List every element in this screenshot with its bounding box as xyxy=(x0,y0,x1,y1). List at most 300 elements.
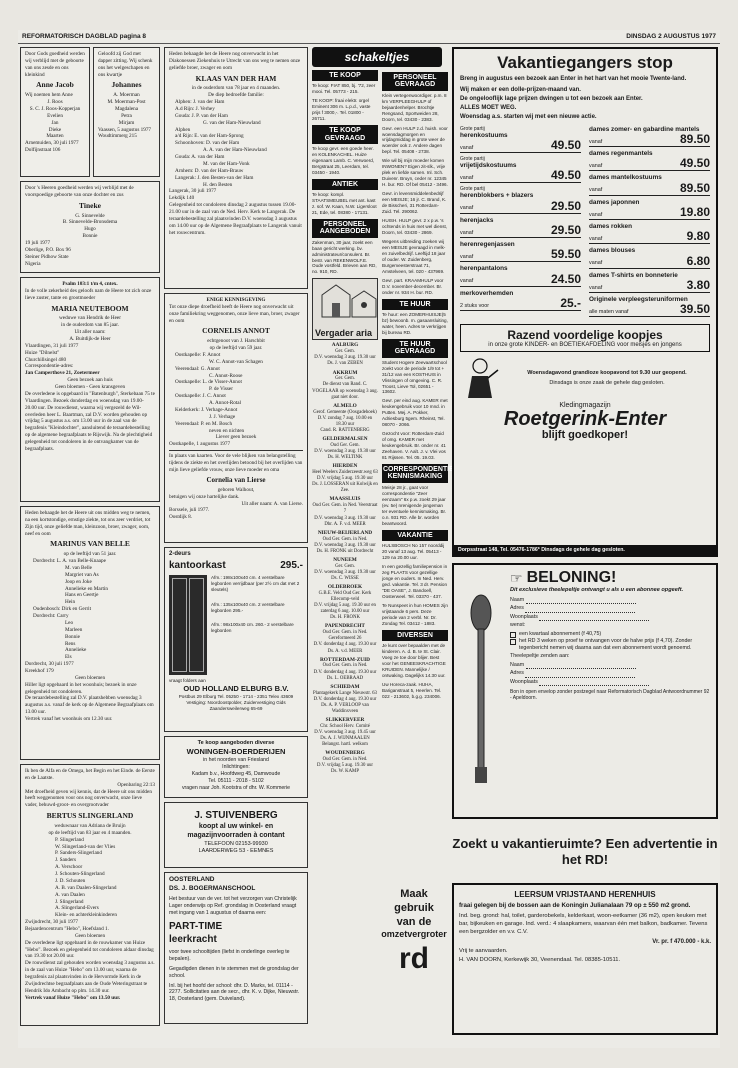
price-vanaf: vanaf xyxy=(589,187,603,194)
checkbox-trial[interactable] xyxy=(510,639,516,645)
classified-ad: Te koop: FIAT 850, bj. '72, zeer mooi. Tel. 05773 - 215. xyxy=(312,83,376,95)
church-t: WOUDENBERG xyxy=(325,750,365,757)
section-personeel-aangeboden: PERSONEEL AANGEBODEN xyxy=(312,219,378,238)
leersum-agent: H. VAN DOORN, Kerkewijk 30, Veenendaal. Tel. 08385-10511. xyxy=(459,957,621,964)
klaas-line: H. den Besten xyxy=(203,181,233,188)
price-value: 19.80 xyxy=(679,204,710,219)
section-diversen: DIVERSEN xyxy=(382,630,448,641)
klaas-age: in de ouderdom van 78 jaar en 4 maanden. xyxy=(191,85,281,92)
price-prefix: Grote partij xyxy=(460,186,485,193)
stuiver-tel: TELEFOON 02153-99930 xyxy=(204,840,268,847)
klaas-line: Schoonhoven: D. van der Ham xyxy=(175,140,240,147)
marinus-name: MARINUS VAN BELLE xyxy=(50,539,130,549)
marinus-line: Hans en Geertje xyxy=(65,592,99,599)
price-item-name: herenkostuums xyxy=(460,131,508,139)
klaas-place: Langerak, 30 juli 1977 xyxy=(169,188,217,195)
death-marinus-van-belle xyxy=(20,506,160,760)
maria-psalm: Psalm 103:1 t/m 4, cntex. xyxy=(62,281,118,287)
church-s: Oud Ger. Gem. xyxy=(330,442,360,448)
maria-house: Huize "Dilnelst" xyxy=(25,349,60,356)
tineke-street: Nigeria xyxy=(25,260,41,267)
price-item xyxy=(460,241,581,262)
klaas-line: Alphen xyxy=(175,126,191,133)
marinus-line: Els xyxy=(65,654,72,661)
classified-ad: HUISH. HULP gevr. 2 x p.w. 's ochtends in huis met wel dienst, Doorn, tel. 03430 - 2869. xyxy=(382,218,448,236)
leersum-sub: fraai gelegen bij de bossen aan de Koningin Julianalaan 79 op ± 550 m2 grond. xyxy=(459,902,691,909)
johannes-list-item: Magdalena xyxy=(114,106,139,113)
field-label: Adres xyxy=(510,670,524,677)
anne-sub: Wij noemen hem Anne xyxy=(25,92,73,99)
price-rule xyxy=(460,261,581,262)
marinus-list xyxy=(25,558,155,661)
klaas-street: Lekdijk 140 xyxy=(169,195,195,202)
klaas-line: Gouda: A. van der Ham xyxy=(175,154,225,161)
price-item xyxy=(589,126,710,147)
church-d: D.V. vrijdag 5 aug. 19.30 uur xyxy=(316,476,373,482)
cornelis-line: P. de Visser xyxy=(209,386,233,393)
wonen-sub: in het noorden van Friesland xyxy=(203,757,269,764)
cornelis-nob: Liever geen bezoek xyxy=(215,434,257,441)
maria-nobloemen: Geen bloemen - Geen kransgeven xyxy=(54,384,126,391)
birth-anne-jacob xyxy=(20,47,90,177)
church-service-entry xyxy=(312,370,378,401)
cornelis-place2: Borssele, juli 1977. xyxy=(169,507,210,514)
marinus-street: Kreekhof 179 xyxy=(25,667,54,674)
church-s: Chr. School Herv. Comité xyxy=(320,723,370,729)
church-s: Oud Ger. Gem. in Ned. Gereformeerd 26 xyxy=(322,630,368,642)
price-rule xyxy=(589,268,710,269)
marinus-line: Annelieke en Martin xyxy=(65,585,108,592)
price-prefix: Grote partij xyxy=(460,155,485,162)
stuiver-addr: LAARDERWEG 53 - EEMNES xyxy=(198,847,274,854)
bertus-body: Vertrek vanaf Huize "Hebo" om 13.50 uur. xyxy=(25,994,121,1001)
johannes-list-item: M. Moerman-Post xyxy=(107,99,146,106)
wonen-contact: Kadam b.v., Hoofdweg 45, Damwoude xyxy=(191,770,281,777)
klaas-line: a/d Rijn: E. van der Ham-Sprong xyxy=(175,133,244,140)
klaas-line: Alphen: J. van der Ham xyxy=(175,99,225,106)
column-5 xyxy=(452,47,718,1045)
price-value: 25.- xyxy=(560,296,581,311)
stuiver-sub: koopt al uw winkel- en xyxy=(198,823,274,831)
cornelis-name: CORNELIS ANNOT xyxy=(202,326,270,336)
birth-tineke xyxy=(20,181,160,273)
church-service-entry xyxy=(312,530,378,555)
promo-line: Maak gebruik xyxy=(394,888,434,914)
beloning-wenst: wenst: xyxy=(510,622,526,629)
price-value: 89.50 xyxy=(679,131,710,146)
church-t: OLDEBROEK xyxy=(327,584,363,591)
roetgerink-l2: De ongelooflijk lage prijzen dwingen u tot een bezoek aan Enter. xyxy=(460,95,643,102)
price-value: 49.50 xyxy=(679,156,710,171)
church-s: Oud Ger. Gem. in Ned. xyxy=(322,663,368,669)
price-rule xyxy=(589,170,710,171)
price-vanaf: vanaf xyxy=(460,278,474,285)
anne-addr: Arnemuiden, 30 juli 1977 xyxy=(25,140,79,147)
marinus-line: Dordrecht: Carry xyxy=(33,613,69,620)
bertus-line: J. Slingerland xyxy=(55,898,84,905)
promo-line: van de xyxy=(396,915,432,928)
church-x: Belangst. hartl. welkom xyxy=(322,742,368,748)
bertus-list xyxy=(25,837,155,919)
stuiver-sub: magazijnvoorraden à contant xyxy=(187,832,285,840)
kantoor-kleur: vraagt folders aan xyxy=(169,678,206,684)
roetgerink-footer xyxy=(460,356,710,400)
spoon-address-field[interactable] xyxy=(525,672,635,678)
church-t: SLIKKERVEER xyxy=(325,717,365,724)
price-vanaf: vanaf xyxy=(460,205,474,212)
price-vanaf: vanaf xyxy=(460,229,474,236)
bertus-line: W. Slingerland-van der Vlies xyxy=(55,843,116,850)
church-p: Ds. L. OEBRAAD xyxy=(326,675,364,681)
price-vanaf: vanaf xyxy=(589,163,603,170)
bertus-line: J. Sanders xyxy=(55,857,77,864)
church-d: D.V. woensdag 3 aug. 19.30 uur xyxy=(314,569,376,575)
marinus-body: De teraardebestelling zal D.V. plaatshebben woensdag 3 augustus a.s. vanaf de kerk op de Algemene Begraafplaats om 13.00 uur. xyxy=(25,695,154,716)
classified-ad: Te Nunspeet in hun HOMES zijn vrijstaande 6 pers. Deze periode van 2 verbl. Nr. Dr. Zondag Tel. 03412 - 1883. xyxy=(382,602,448,626)
church-p: Cand. R. RATTENBERG xyxy=(320,427,370,433)
field-label: Naam xyxy=(510,661,525,668)
church-p: Ds. A. P. VERLOOP van Waddinxveen xyxy=(321,702,369,714)
classified-ad: Te huur: een ZOMERHUISJE(5 bz) bewoonb. m. gasaansluiting, water, heen. Adres te verkrijgen bij bureau RD. xyxy=(382,312,448,335)
hand-point-icon: ☞ xyxy=(510,569,523,586)
kantoor-firm: OUD HOLLAND ELBURG B.V. xyxy=(183,684,289,694)
bertus-name: BERTUS SLINGERLAND xyxy=(46,811,134,821)
johannes-list-item: Petra xyxy=(121,112,132,119)
cornelis-line: Oostkapelle: J. C. Annot xyxy=(175,393,226,400)
church-service-entry xyxy=(312,584,378,621)
church-d: D.V. donderdag 4 aug. 19.30 uur xyxy=(313,696,377,702)
roetgerink-addr: Dorpsstraat 148, Tel. 05476-1786* Dinsdags de gehele dag gesloten. xyxy=(454,545,716,555)
maria-nobesoek: Geen bezoek aan huis xyxy=(67,377,113,384)
church-t: SCHIEDAM xyxy=(330,683,360,690)
price-item-name: dames zomer- en gabardine mantels xyxy=(589,125,700,133)
church-p: Ds. A. J. WIJNMAALEN xyxy=(320,736,370,742)
church-s: Gerof. Gemeente (Oosgadehoek) xyxy=(313,409,377,415)
cornelis-list xyxy=(169,352,303,434)
tineke-list-item: Bonnie xyxy=(82,233,98,240)
schakeltjes-banner: schakeltjes xyxy=(312,47,442,67)
klaas-line: Langerak: J. den Besten-van der Ham xyxy=(175,174,254,181)
maria-house2: Churchillsingel 480 xyxy=(25,356,67,363)
klaas-name: KLAAS VAN DER HAM xyxy=(195,73,277,83)
classified-ad: Meisje 28 jr., gaat voor correspondentie "Zeer eenzaam" 6x p.w. zoekt 29 jaar (ev. 5e) nrenigende jongeman ter eventuele kennismaking. Br. o.n. 931 RD. Alle br. worden beantwoord. xyxy=(382,484,447,526)
ad-roetgerink xyxy=(452,47,718,557)
price-item-name: vrijetijdskostuums xyxy=(460,161,517,169)
maria-place: Vlaardingen, 31 juli 1977 xyxy=(25,342,79,349)
church-t: NUNEEM xyxy=(333,556,357,563)
church-p: Ds. H. FRONK xyxy=(330,615,360,621)
cornelis-body2: betuigen wij onze hartelijke dank. xyxy=(169,493,240,500)
column-3 xyxy=(312,47,410,1045)
price-vanaf: vanaf xyxy=(589,211,603,218)
klaas-line: A. A. van der Ham-Nieuwland xyxy=(203,147,267,154)
roetgerink-l3: ALLES MOET WEG. xyxy=(460,104,517,111)
maria-sub: weduwe van Hendrik de Heer xyxy=(59,315,121,322)
roetgerink-lead: Vakantiegangers stop xyxy=(497,53,673,72)
city-field[interactable] xyxy=(539,615,649,621)
classified-ad: In een gezellig familiepension in zeg PLAATS voor gezellige jonge en ouders. In Ned. Herv. ged. vakantie. Tel. 3 dr. Pension "DE OASE", J. Bandoell, Oosterweel. Tel. 03370 - 437. xyxy=(382,563,448,599)
price-item-name: herenpantalons xyxy=(460,265,508,273)
bertus-age: op de leeftijd van 83 jaar en 4 maanden. xyxy=(48,829,132,836)
ad-kantoorkast xyxy=(164,547,308,732)
tineke-addr: 19 juli 1977 xyxy=(25,240,51,247)
leersum-body: Ind. beg. grond: hal, toilet, garderobekels, kelderkast, woon-eetkamer (36 m2), open keuken met bar, bijkeuken en garage. Ind. verd.: 4 slaapkamers, waarvan één met balkon, badkamer. Tevens een bergzolder en v.v. C.V. xyxy=(459,913,708,935)
school-job: PART-TIME xyxy=(169,920,223,932)
price-item-name: dames mantelkostuums xyxy=(589,174,662,182)
price-vanaf: 2 stuks voor xyxy=(460,302,490,309)
church-t: ALMELO xyxy=(333,402,357,409)
price-item-name: herenregenjassen xyxy=(460,240,515,248)
church-t: PAPENDRECHT xyxy=(325,623,365,630)
church-p: Ds. J. van ZEBEN xyxy=(327,361,363,367)
salesman-icon xyxy=(460,356,500,400)
classified-ad: Te koop: kompl. STAATSMEUBEL met ant. kast z. sof. W. Kaan, N.W. Ligersloot 21, Ede, tel. 08380 - 17131. xyxy=(312,192,377,215)
cornelis-thanks: In plaats van kaarten. Voor de vele blijken van belangstelling tijdens de ziekte en het overlijden betoond bij het overlijden van mijn lieve geliefde vrouw, onze lieve moeder en oma xyxy=(169,450,303,474)
kantoor-body xyxy=(169,575,303,675)
roetgerink-intro: Breng in augustus een bezoek aan Enter in het hart van het mooie Twente-land. xyxy=(460,76,687,82)
price-item xyxy=(460,126,581,153)
price-rule xyxy=(589,292,710,293)
price-item xyxy=(589,150,710,171)
johannes-list-item: Mirjam xyxy=(118,119,135,126)
church-service-entry xyxy=(312,750,378,775)
klaas-sub: De diep bedroefde familie: xyxy=(208,92,264,99)
women-prices xyxy=(589,126,710,321)
wonen-contact: Tel. 05111 - 2018 - 5102 xyxy=(208,777,264,784)
kantoor-name: kantoorkast xyxy=(169,559,226,571)
price-rule xyxy=(460,182,581,183)
razend-title: Razend voordelige koopjes xyxy=(507,328,663,343)
price-item-name: Originele verpleegsteruniformen xyxy=(589,296,688,304)
school-body4: Inl. bij het hoofd der school: dhr. D. Marks, tel. 01114 - 2277. Sollicitaties aan de secr., dhr. K. v. Dijke, Nieuwstr. 18, Oosterland (gem. Duiveland). xyxy=(169,982,300,1003)
church-p: Ds. J. LOSSERAN uit Kolwijk en Zee. xyxy=(312,482,378,494)
marinus-place: Dordrecht, 30 juli 1977 xyxy=(25,661,74,668)
church-service-entry xyxy=(312,717,378,748)
bertus-body: De overledene ligt opgebaard in de rouwkamer van Huize "Hebo". Bezoek en gelegenheid tot condoleren aldaar dinsdag van 19.30 tot 20.00 uur. xyxy=(25,939,154,960)
church-d: D.V. donderdag 4 aug. 19.30 uur xyxy=(313,642,377,648)
marinus-line: Oudenbosch: Dirk en Gerrit xyxy=(33,606,92,613)
maria-intro: In de volle zekerheid des geloofs nam de Heere tot zich onze lieve zuster, tante en grootmoeder xyxy=(25,287,152,301)
opt2-label: het RD 3 weken op proef te ontvangen voor de halve prijs (f 4,70). Zonder tegenbericht nemen wij daarna aan dat een abonnement wordt genoemd. xyxy=(519,638,693,652)
beloning-title-row xyxy=(510,569,712,587)
price-rule xyxy=(460,286,581,287)
price-rule xyxy=(589,316,710,317)
anne-name: Anne Jacob xyxy=(36,80,74,90)
church-p: Ds. W. KAMP xyxy=(331,769,359,775)
bertus-line: P. Sanders-Slingerland xyxy=(55,850,102,857)
price-lists xyxy=(460,126,710,321)
maria-corr2: Jan Camperthove 21, Zoetermeer xyxy=(25,370,100,377)
price-item-name: herenjacks xyxy=(460,216,494,224)
school-name: DS. J. BOGERMANSCHOOL xyxy=(169,884,256,892)
price-item-name: herenblokbers + blazers xyxy=(460,192,534,200)
price-item xyxy=(460,290,581,311)
church-d: D.V. woensdag 3 aug. 19.45 uur xyxy=(314,729,376,735)
church-p: Ds. A. v.d. MEER xyxy=(327,648,363,654)
price-item-name: dames T-shirts en bonneterie xyxy=(589,271,678,279)
cornelis-sub2: geboren Walhout, xyxy=(217,486,255,493)
section-te-huur-gevraagd: TE HUUR GEVRAAGD xyxy=(382,339,448,358)
maria-sub2: Uit aller naam: xyxy=(74,329,106,336)
church-service-entry xyxy=(312,436,378,461)
leersum-price: Vr. pr. f 470.000 - k.k. xyxy=(652,939,711,946)
roetgerink-brand: Roetgerink-Enter xyxy=(503,408,667,431)
classified-ad: Gevr. per eind aug. KAMER met keukengebruik voor 10 mnd. in Putten. Mej. A. Pokker, Adriesburg 5gem. Rheinst, Tel. 08070 - 2066. xyxy=(382,398,448,428)
cornelis-line: Veerendaal: P. en M. Bosch xyxy=(175,420,233,427)
johannes-list xyxy=(98,92,155,126)
johannes-name: Johannes xyxy=(111,80,142,90)
death-maria-neuteboom xyxy=(20,277,160,502)
bertus-line: A. B. van Daalen-Slingerland xyxy=(55,884,117,891)
bertus-sub: weduwnaar van Adriana de Bruijn xyxy=(54,823,126,830)
wonen-title: Te koop aangeboden diverse xyxy=(197,740,275,746)
price-item-name: dames japonnen xyxy=(589,198,640,206)
marinus-body: Hiller ligt opgebaard in het woonhuis; bezoek in onze gelegenheid tot condoleren. xyxy=(25,681,137,695)
church-d: D.V. woensdag 3 aug. 19.30 uur xyxy=(314,515,376,521)
price-item xyxy=(589,223,710,244)
teaspoon-icon xyxy=(466,591,496,791)
kantoor-item: Afm.: 198x100x40 cm. 4 verstelbare legborden verrijdbaar (per 2½ cm dat met 2 sleutels) xyxy=(211,575,300,593)
roetgerink-wed2: Dinsdags is onze zaak de gehele dag gesloten. xyxy=(549,380,665,387)
church-service-entry xyxy=(312,684,378,715)
classified-ad: Te koop gevr. een goede heer. en KOLENKACHEL. Huize eigenaars Lamb. C. Verwoerd, Bergstraat 25, Leerdam, tel. 03450 - 1940. xyxy=(312,145,375,175)
marinus-line: Leo xyxy=(65,619,74,626)
anne-list-item: Maarten xyxy=(46,133,64,140)
anne-list-item: Jan xyxy=(51,119,59,126)
razend-box xyxy=(460,324,710,352)
roetgerink-wed: Woensdagavond grandioze koopavond tot 9.30 uur geopend. xyxy=(527,370,687,377)
cornelis-line: Kelderkerk: J. Verhage-Annot xyxy=(175,406,238,413)
price-prefix: Grote partij xyxy=(460,125,485,132)
church-p: Ds. C. WISSE xyxy=(331,575,359,581)
church-d: De dienst van Rand. C. VOGELAAR op woensdag 3 aug. gaat niet door. xyxy=(312,382,378,400)
checkbox-quarter[interactable] xyxy=(510,632,516,638)
price-vanaf: alle maten vanaf xyxy=(589,309,629,316)
birth-johannes xyxy=(93,47,160,177)
anne-list-item: S. C. J. Roos-Kopperjan xyxy=(29,106,81,113)
church-p: Ds. H. WELTINK xyxy=(327,455,363,461)
wonen-name: WONINGEN-BOERDERIJEN xyxy=(186,747,286,757)
school-body: Het bestuur van de ver. tot het verzorgen van Christelijk Lager onderwijs op Ref. grondslag in Oosterland vraagt met ingang van 1 augustus of daarna een: xyxy=(169,896,297,916)
classified-ad: TE KOOP: fraai elektr. orgel Eminent 306 m. L.p.d., vaste prijs f 3000,-. Tel. 01800 - 26711. xyxy=(312,98,371,122)
church-service-entry xyxy=(312,657,378,682)
church-s: Plantagekerk Lange Nieuwstr. 63 xyxy=(313,690,377,696)
death-bertus-slingerland xyxy=(20,764,160,1026)
classified-ad: HULSBOSCH No 157 noorddij 20 vanaf 13 aug. Tel. 05413 - 129 na 20.00 uur. xyxy=(382,542,445,560)
church-d: D.V. woensdag 3 aug. 19.30 uur xyxy=(314,542,376,548)
bertus-line: A. Verschoor xyxy=(55,864,83,871)
church-t: ROTTERDAM-ZUID xyxy=(319,656,371,663)
price-rule xyxy=(460,152,581,153)
classified-ad: Wegens uitbreiding zoeken wij een MEISJE gevraagd in melk- en zuivelbedrijf. Leeftijd 18 jaar of ouder. W. Zuidenberg, Burgemeesterstraat 71, Amstelveen, tel. 020 - 437969. xyxy=(382,239,446,274)
tineke-intro: Door 's Heeren goedheid werden wij verblijd met de voorspoedige geboorte van onze dochter en zus xyxy=(25,185,134,198)
price-item xyxy=(589,247,710,268)
price-value: 9.80 xyxy=(686,229,710,244)
ad-zoekt-vakantieruimte: Zoekt u vakantieruimte? Een advertentie in het RD! xyxy=(452,836,718,867)
price-item xyxy=(589,296,710,317)
vergaderaria-logo xyxy=(312,278,378,340)
church-s: Oud Ger. Gem. in Ned. xyxy=(322,757,368,763)
kantoor-item: Afm.: 135x100x40 cm. 2 verstelbare legborden 295.- xyxy=(211,601,285,613)
bertus-line: J. D. Schouten xyxy=(55,877,86,884)
tineke-street: Oberlige, P.O. Box 96 xyxy=(25,246,71,253)
marinus-line: M. van Belle xyxy=(65,565,92,572)
price-vanaf: vanaf xyxy=(460,254,474,261)
column-2 xyxy=(164,47,308,1045)
price-value: 24.50 xyxy=(550,271,581,286)
spoon-city-field[interactable] xyxy=(539,680,649,686)
klaas-line: G. van der Ham-Nieuwland xyxy=(203,119,261,126)
death-klaas-van-der-ham xyxy=(164,47,308,289)
church-service-entry xyxy=(312,623,378,654)
church-s: G.B.E. Veld Oud Ger. Kerk Ellecomp-veld xyxy=(318,590,372,602)
cornelis-line: A. Annot-Rotal xyxy=(209,400,241,407)
price-rule xyxy=(589,219,710,220)
classified-ad: Wie wil bij mijn moeder komen INWONEN? Eigen zit-slk., vrije plek en liefde samen. Inl. Sch. Duivenr. Bruyn, ceder nr. 12345 H. bur. RD. Of bel 05412 - 3496. xyxy=(382,158,448,188)
leersum-contact: Vrij te aanvaarden. xyxy=(459,948,508,955)
header-left: REFORMATORISCH DAGBLAD pagina 8 xyxy=(22,33,146,40)
field-label: Naam xyxy=(510,597,525,603)
bertus-line: A. Slingerland-Evers xyxy=(55,905,99,912)
price-rule xyxy=(460,213,581,214)
klaas-line: Arnhem: D. van der Ham-Brauw xyxy=(175,167,244,174)
price-value: 39.50 xyxy=(679,302,710,317)
church-d: D.V. woensdag 3 aug. 19.30 uur xyxy=(314,448,376,454)
bertus-body: Met droefheid geven wij kennis, dat de Heere uit ons midden heeft weggenomen voor ons nog onverwacht, onze lieve vader, behuwd-groot- en overgrootvader xyxy=(25,788,152,809)
column-1 xyxy=(20,47,160,1045)
section-correspondentie: CORRESPONDENTIE KENNISMAKING xyxy=(382,464,448,483)
price-value: 49.50 xyxy=(550,137,581,152)
anne-list-item: Dieke xyxy=(48,126,62,133)
price-item xyxy=(460,265,581,286)
section-te-koop-gevraagd: TE KOOP GEVRAAGD xyxy=(312,125,378,144)
price-item xyxy=(589,174,710,195)
klaas-line: A.d Rijn: J. Verhey xyxy=(175,106,215,113)
classified-ad: Zakenman, 30 jaar, zoekt een baan gericht werking. bv. administrateur/consulent. Br. bestr. van REKENWOLF.E. Oude vostfeld. Brieven aan RD, no. 910, RD. xyxy=(312,239,377,275)
church-s: Oud Ger. Gem. in Ned. xyxy=(322,536,368,542)
church-s: Oud Ger. Gem. in Ned. Veerstraat 7 xyxy=(312,503,378,515)
cornelis-street2: Oostdijk 8. xyxy=(169,514,193,521)
tineke-list xyxy=(25,213,155,240)
bertus-nob: Geen bloemen xyxy=(74,932,106,939)
price-rule xyxy=(460,237,581,238)
cabinet-image xyxy=(169,575,207,675)
maria-corr: Correspondentie-adres: xyxy=(25,363,74,370)
tineke-street: Steiner Pidhow State xyxy=(25,253,69,260)
price-value: 49.50 xyxy=(550,168,581,183)
cornelis-line: W. C. Annot-van Schagen xyxy=(209,358,263,365)
church-d: D.V. vrijdag 5 aug. 19.30 uur xyxy=(316,763,373,769)
cornelis-age: op de leeftijd van 59 jaar. xyxy=(209,345,263,352)
anne-intro: Door Gods goedheid werden wij verblijd met de geboorte van ons zesde en ons kleinkind xyxy=(25,51,85,78)
cornelis-line: neven en nichten xyxy=(209,427,245,434)
stuiver-name: J. STUIVENBERG xyxy=(194,810,278,821)
beloning-title: BELONING! xyxy=(526,569,617,586)
field-label: Woonplaats xyxy=(510,678,538,685)
marinus-nob: Geen bloemen xyxy=(74,674,106,681)
price-vanaf: vanaf xyxy=(460,144,474,151)
opt1-label: een kwartaal abonnement (f 40,75) xyxy=(519,630,602,637)
classified-ad: Gevr. in levensmiddelenbedrijf een MEISJE; 16 jr. C. Brand, K. de Bisscheri, 31 Rotterdam-Zuid. Tel. 290062. xyxy=(382,191,447,215)
section-te-koop: TE KOOP xyxy=(312,70,378,81)
bertus-line: A. van Daalen xyxy=(55,891,85,898)
classified-ad: Uw Horeca-zaak. HUHA, Bariganstraat 5, Heerlen. Tel. 022 - 213602, b.g.g. 234006. xyxy=(382,681,442,699)
church-s: Ger. Gem. xyxy=(335,376,355,382)
roetgerink-l4: Woensdag a.s. starten wij met een nieuwe actie. xyxy=(460,113,597,120)
marinus-line: Margriet van As xyxy=(65,571,99,578)
kantoor-title: 2-deurs xyxy=(169,551,191,557)
roetgerink-l1: Wij maken er een dolle-prijzen-maand van. xyxy=(460,86,581,93)
